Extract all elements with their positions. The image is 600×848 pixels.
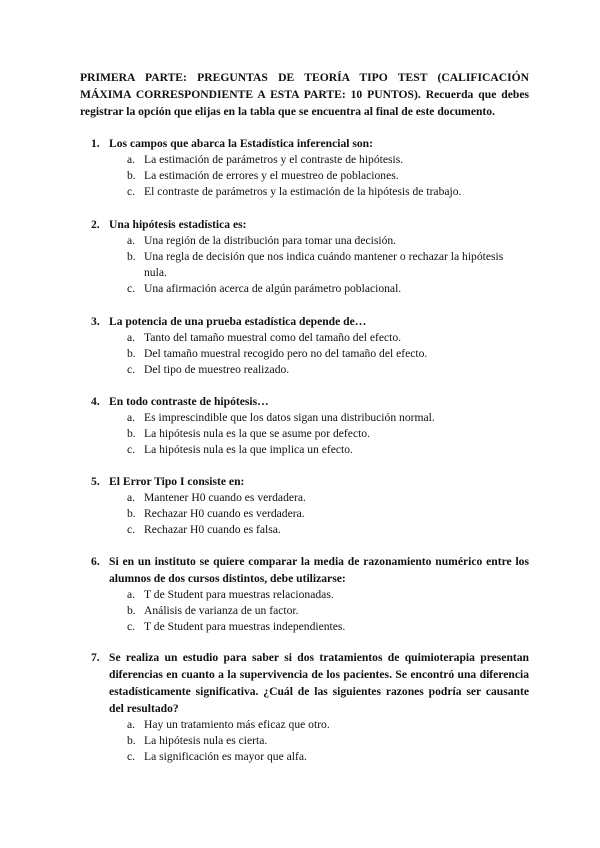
option-letter: c. [127, 523, 136, 536]
option-b [91, 506, 529, 522]
option-b [91, 603, 529, 619]
option-letter: b. [127, 734, 136, 747]
option-text: La hipótesis nula es la que implica un efecto. [144, 443, 353, 456]
option-text: Una región de la distribución para tomar una decisión. [144, 234, 397, 247]
option-letter: b. [127, 427, 136, 440]
option-a [91, 490, 529, 506]
option-letter: b. [127, 347, 136, 360]
option-text: Una afirmación acerca de algún parámetro poblacional. [144, 282, 402, 295]
option-letter: a. [127, 234, 136, 247]
question-number: 3. [91, 315, 100, 328]
option-c [91, 362, 529, 378]
question-5 [91, 473, 529, 538]
option-text: Rechazar H0 cuando es verdadera. [144, 507, 305, 520]
intro-paragraph: PRIMERA PARTE: PREGUNTAS DE TEORÍA TIPO TEST (CALIFICACIÓN MÁXIMA CORRESPONDIENTE A ESTA PARTE: 10 PUNTOS). Recuerda que debes registrar la opción que elijas en la tabla que se encuentra al final de este documento. [80, 71, 529, 118]
option-text: Del tipo de muestreo realizado. [144, 363, 290, 376]
question-3 [91, 313, 529, 378]
option-letter: b. [127, 507, 136, 520]
question-heading [91, 473, 529, 490]
question-heading [91, 649, 529, 717]
option-text: La hipótesis nula es cierta. [144, 734, 268, 747]
option-c [91, 619, 529, 635]
option-letter: c. [127, 750, 136, 763]
option-text: Análisis de varianza de un factor. [144, 604, 299, 617]
question-4 [91, 393, 529, 458]
option-letter: a. [127, 331, 136, 344]
option-text: La estimación de parámetros y el contraste de hipótesis. [144, 153, 404, 166]
option-text: T de Student para muestras relacionadas. [144, 588, 334, 601]
question-number: 7. [91, 651, 100, 664]
option-letter: b. [127, 250, 136, 263]
option-text: Es imprescindible que los datos sigan una distribución normal. [144, 411, 435, 424]
question-heading [91, 313, 529, 330]
option-c [91, 281, 529, 297]
option-a [91, 587, 529, 603]
question-6 [91, 553, 529, 635]
question-number: 1. [91, 137, 100, 150]
option-text: La hipótesis nula es la que se asume por defecto. [144, 427, 371, 440]
question-2 [91, 216, 529, 297]
question-text: Una hipótesis estadística es: [109, 218, 247, 231]
option-a [91, 410, 529, 426]
option-letter: a. [127, 588, 136, 601]
option-b [91, 346, 529, 362]
option-letter: c. [127, 620, 136, 633]
option-text: Rechazar H0 cuando es falsa. [144, 523, 281, 536]
option-c [91, 749, 529, 765]
question-number: 6. [91, 555, 100, 568]
question-number: 4. [91, 395, 100, 408]
option-b [91, 249, 529, 281]
option-text: Una regla de decisión que nos indica cuándo mantener o rechazar la hipótesis nula. [144, 250, 504, 279]
option-b [91, 733, 529, 749]
option-a [91, 717, 529, 733]
question-number: 5. [91, 475, 100, 488]
question-text: Los campos que abarca la Estadística inferencial son: [109, 137, 373, 150]
option-text: Del tamaño muestral recogido pero no del tamaño del efecto. [144, 347, 428, 360]
option-letter: a. [127, 153, 136, 166]
question-7 [91, 649, 529, 765]
option-letter: b. [127, 169, 136, 182]
question-number: 2. [91, 218, 100, 231]
question-text: Se realiza un estudio para saber si dos tratamientos de quimioterapia presentan diferencias en cuanto a la supervivencia de los pacientes. Se encontró una diferencia estadísticamente significativa. ¿Cuál de las siguientes razones podría ser causante del resultado? [109, 651, 529, 715]
question-heading [91, 135, 529, 152]
option-text: La estimación de errores y el muestreo de poblaciones. [144, 169, 399, 182]
option-a [91, 233, 529, 249]
option-b [91, 426, 529, 442]
option-c [91, 522, 529, 538]
option-text: Tanto del tamaño muestral como del tamaño del efecto. [144, 331, 402, 344]
question-text: Si en un instituto se quiere comparar la media de razonamiento numérico entre los alumnos de dos cursos distintos, debe utilizarse: [109, 555, 529, 585]
question-text: En todo contraste de hipótesis… [109, 395, 269, 408]
option-c [91, 442, 529, 458]
option-letter: a. [127, 491, 136, 504]
option-letter: b. [127, 604, 136, 617]
option-letter: a. [127, 411, 136, 424]
option-b [91, 168, 529, 184]
question-heading [91, 393, 529, 410]
option-text: T de Student para muestras independientes. [144, 620, 346, 633]
option-letter: c. [127, 185, 136, 198]
option-letter: c. [127, 363, 136, 376]
option-text: Hay un tratamiento más eficaz que otro. [144, 718, 330, 731]
question-heading [91, 216, 529, 233]
option-letter: c. [127, 443, 136, 456]
option-a [91, 152, 529, 168]
option-letter: c. [127, 282, 136, 295]
question-heading [91, 553, 529, 587]
option-text: La significación es mayor que alfa. [144, 750, 307, 763]
question-text: El Error Tipo I consiste en: [109, 475, 245, 488]
option-letter: a. [127, 718, 136, 731]
option-text: El contraste de parámetros y la estimación de la hipótesis de trabajo. [144, 185, 462, 198]
option-c [91, 184, 529, 200]
question-text: La potencia de una prueba estadística depende de… [109, 315, 367, 328]
option-a [91, 330, 529, 346]
option-text: Mantener H0 cuando es verdadera. [144, 491, 306, 504]
question-1 [91, 135, 529, 200]
